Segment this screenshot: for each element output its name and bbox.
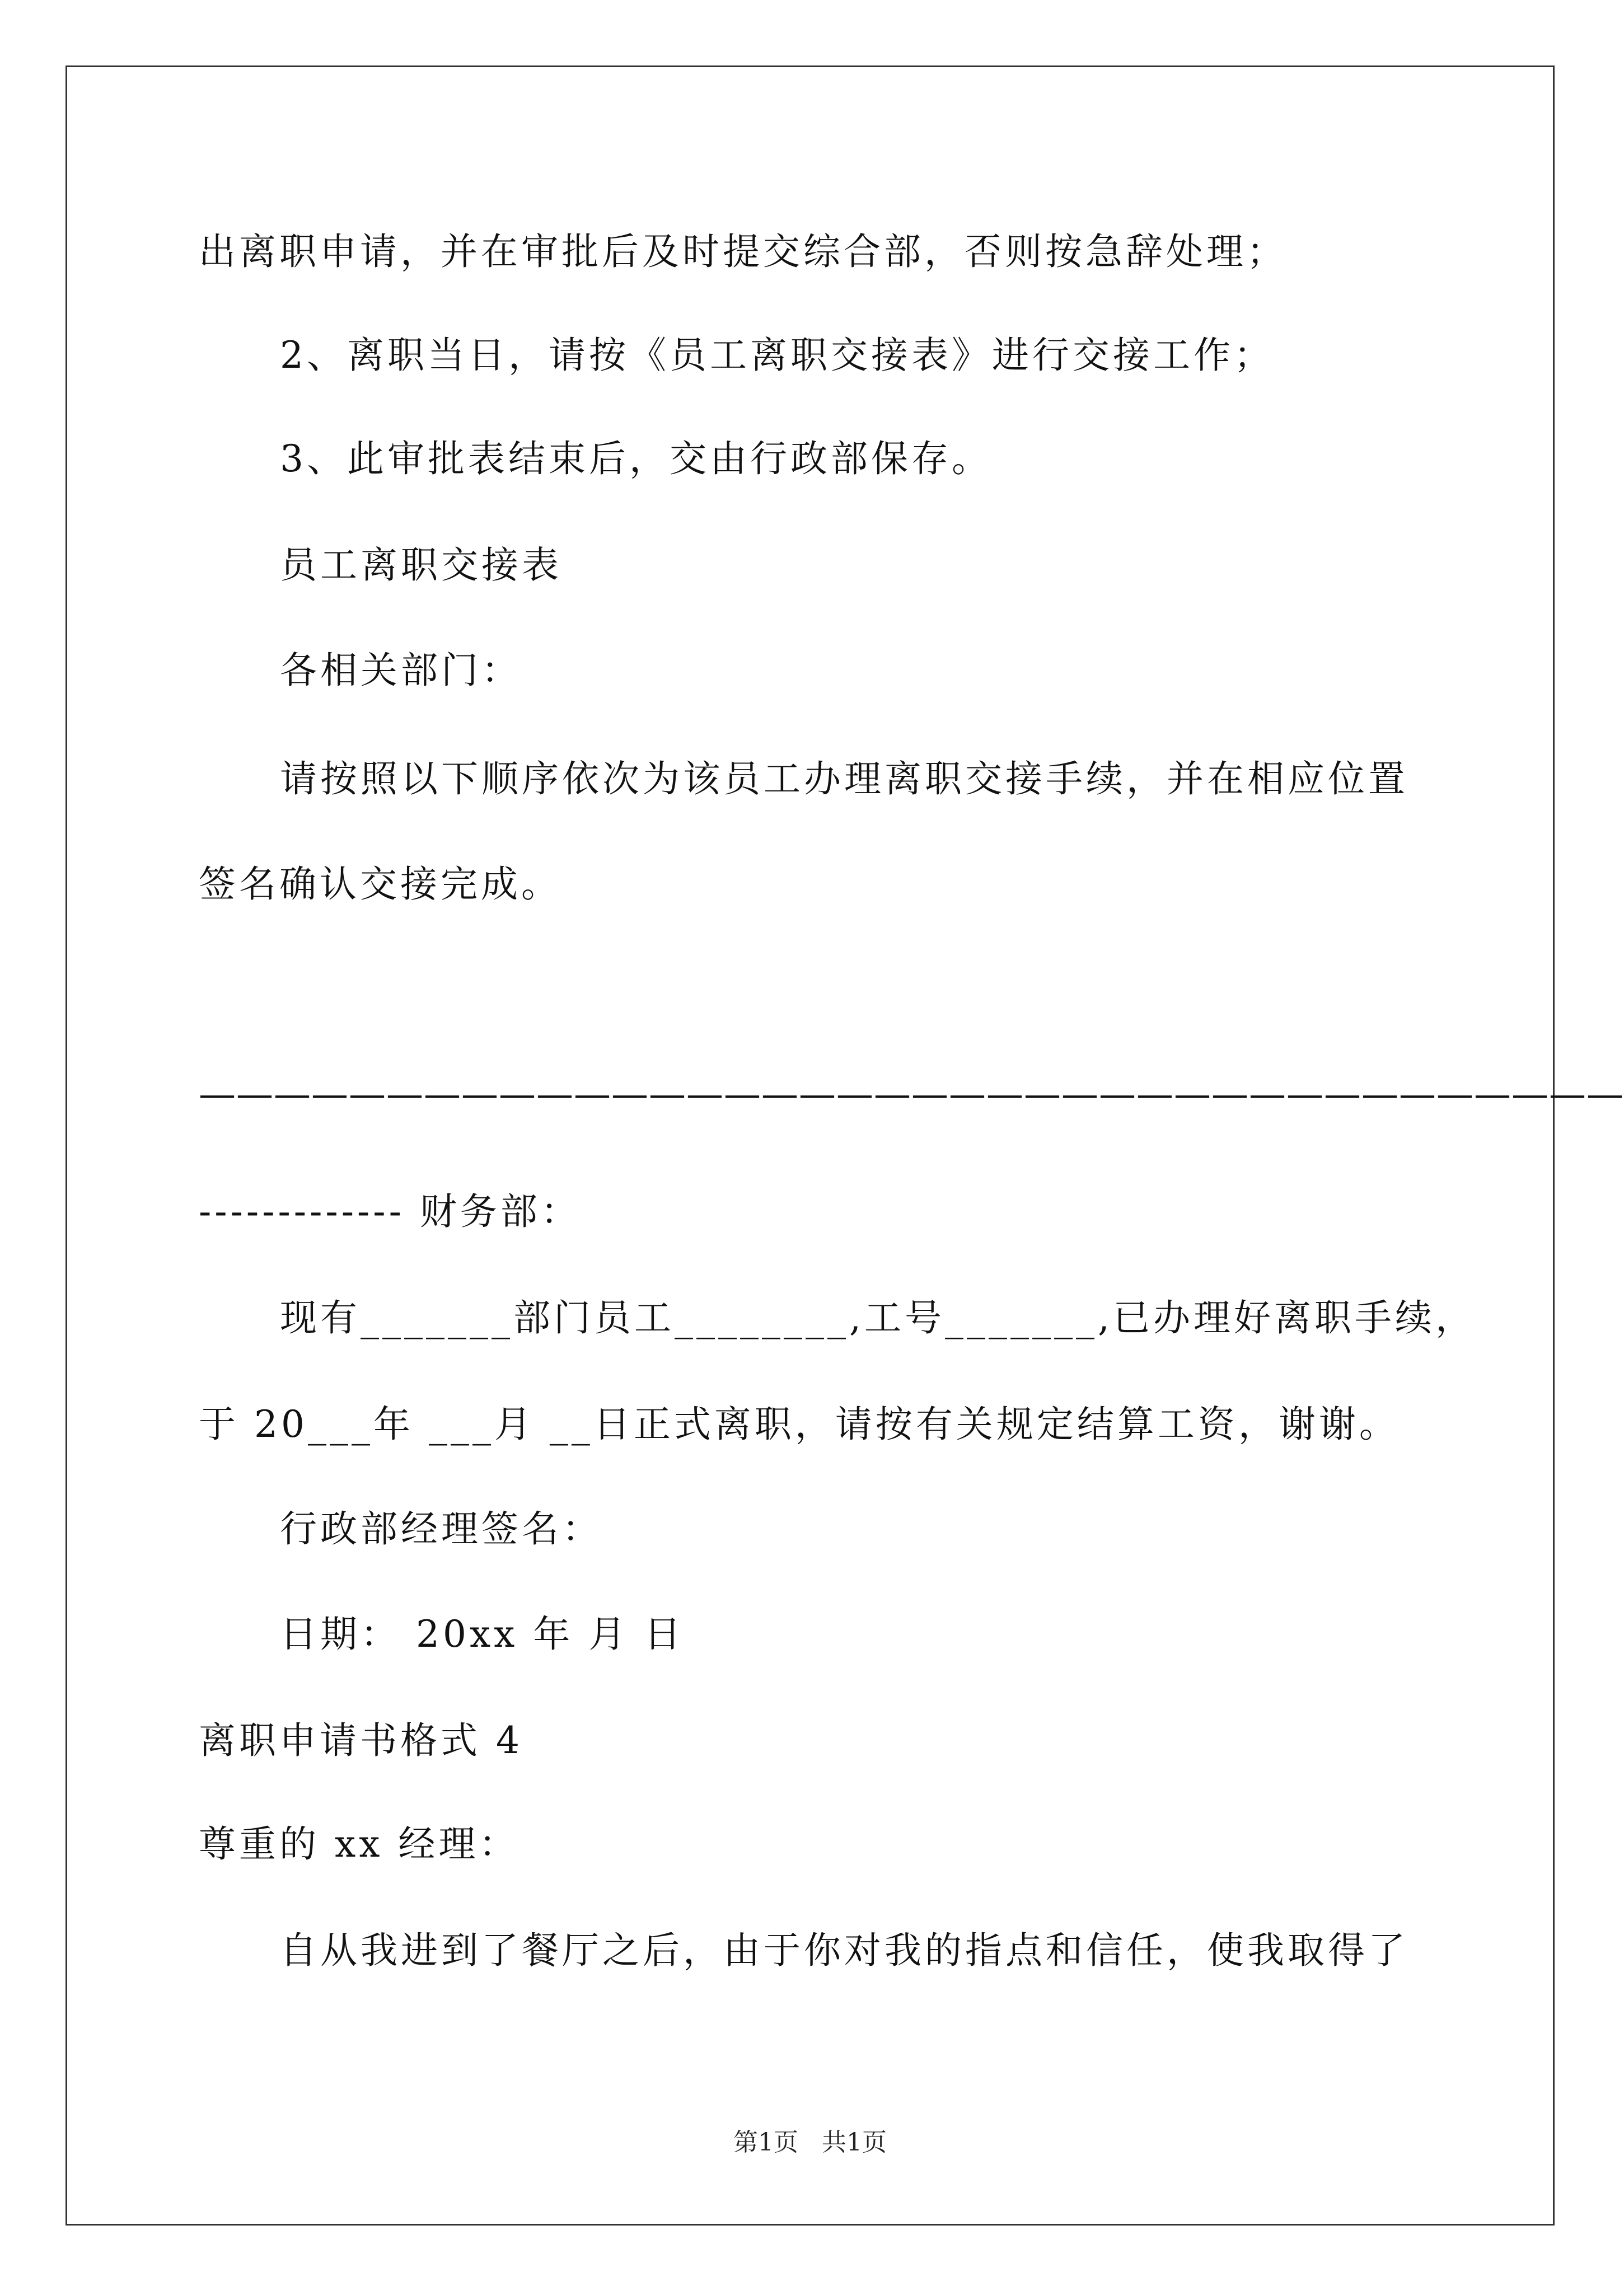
section-heading: 员工离职交接表 <box>280 544 562 587</box>
text-line: 尊重的 xx 经理： <box>199 1823 520 1866</box>
text-line: 各相关部门： <box>280 649 522 692</box>
text-line: 签名确认交接完成。 <box>199 863 561 906</box>
text-line: 出离职申请，并在审批后及时提交综合部，否则按急辞处理； <box>199 230 1287 273</box>
page-footer: 第1页 共1页 <box>733 2128 887 2157</box>
text-line: 3、此审批表结束后，交由行政部保存。 <box>280 437 992 480</box>
text-line: 2、离职当日，请按《员工离职交接表》进行交接工作； <box>280 334 1274 377</box>
page-border <box>65 65 1624 2226</box>
text-line: 请按照以下顺序依次为该员工办理离职交接手续，并在相应位置 <box>280 757 1408 800</box>
text-line: 行政部经理签名： <box>280 1507 602 1550</box>
divider-line: —————————————————————————————————————— <box>199 1072 1624 1116</box>
text-line: 于 20___年 ___月 __日正式离职，请按有关规定结算工资，谢谢。 <box>199 1403 1400 1446</box>
section-heading: 离职申请书格式 4 <box>199 1719 523 1762</box>
text-line: 日期： 20xx 年 月 日 <box>280 1613 685 1656</box>
text-line: ------------- 财务部： <box>199 1190 581 1233</box>
text-line: 现有_______部门员工________,工号_______,已办理好离职手续， <box>280 1296 1476 1339</box>
text-line: 自从我进到了餐厅之后，由于你对我的指点和信任，使我取得了 <box>280 1929 1408 1972</box>
